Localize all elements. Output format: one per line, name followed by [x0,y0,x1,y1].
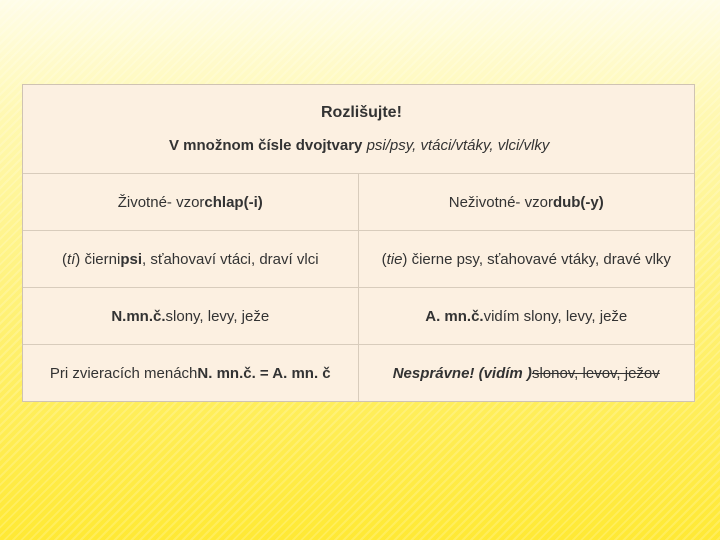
table-row [23,345,694,401]
animate-pattern-cell [23,174,359,230]
cell-bold-text: psi [120,250,142,268]
animal-names-rule-cell [23,345,359,401]
cell-text: Neživotné- vzor [448,193,553,211]
inanimate-example-cell [359,231,695,287]
cell-text: slony, levy, ježe [165,307,270,325]
cell-bold-text: N.mn.č. [111,307,166,325]
incorrect-label: Nesprávne! (vidím ) [392,364,532,382]
cell-text: , sťahovaví vtáci, draví vlci [142,250,319,268]
cell-italic-text: tie [386,250,403,268]
nominative-plural-cell [23,288,359,344]
table-row [23,174,694,231]
cell-text: vidím slony, levy, ježe [483,307,628,325]
grammar-table [22,84,695,402]
cell-bold-text: N. mn.č. = A. mn. č [197,364,331,382]
subtitle-prefix: V množnom čísle dvojtvary [169,137,367,154]
inanimate-pattern-cell [359,174,695,230]
incorrect-form-cell [359,345,695,401]
cell-bold-text: chlap(-i) [204,193,263,211]
cell-text: ) čierne psy, sťahovavé vtáky, dravé vlky [402,250,671,268]
animate-example-cell [23,231,359,287]
slide-subtitle [169,137,549,154]
table-header [23,85,694,174]
struck-text: slonov, levov, ježov [531,364,660,382]
cell-text: Pri zvieracích menách [49,364,198,382]
cell-text: Životné- vzor [117,193,205,211]
cell-italic-text: tí [66,250,76,268]
table-row [23,231,694,288]
table-row [23,288,694,345]
slide-title: Rozlišujte! [321,104,402,121]
cell-bold-text: dub(-y) [552,193,604,211]
subtitle-examples: psi/psy, vtáci/vtáky, vlci/vlky [366,137,550,154]
cell-text: ) čierni [75,250,121,268]
cell-text: ( [381,250,387,268]
cell-bold-text: A. mn.č. [425,307,484,325]
accusative-plural-cell [359,288,695,344]
cell-text: ( [61,250,67,268]
